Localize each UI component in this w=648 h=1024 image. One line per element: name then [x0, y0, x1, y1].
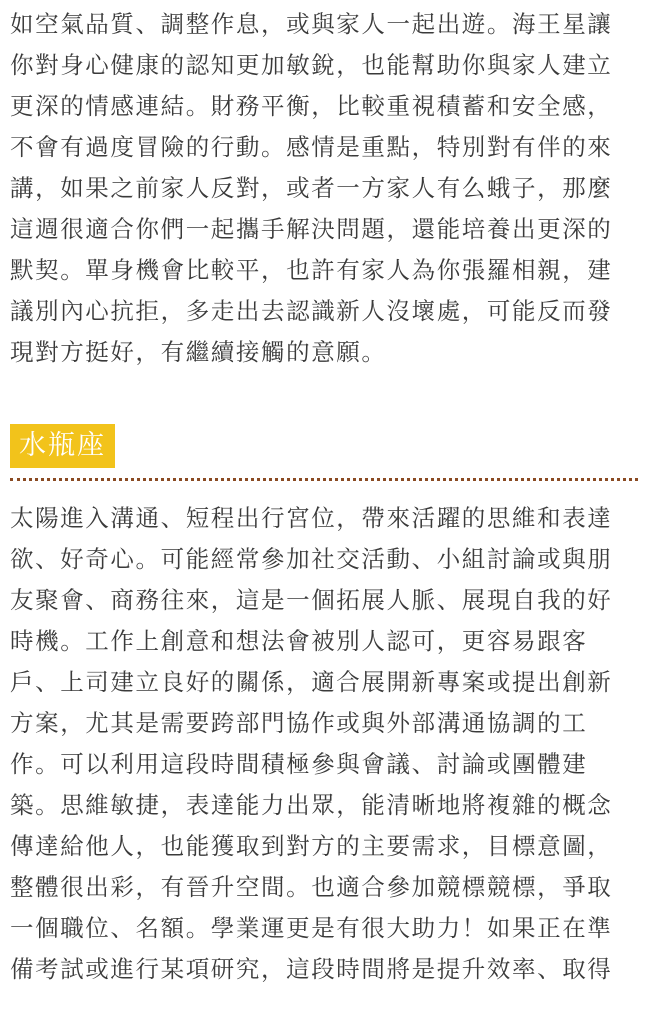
- paragraph-line: 不會有過度冒險的行動。感情是重點，特別對有伴的來: [10, 133, 613, 161]
- paragraph-line: 備考試或進行某項研究，這段時間將是提升效率、取得: [10, 955, 613, 983]
- paragraph-line: 時機。工作上創意和想法會被別人認可，更容易跟客: [10, 627, 588, 655]
- paragraph-line: 太陽進入溝通、短程出行宮位，帶來活躍的思維和表達: [10, 504, 613, 532]
- paragraph-line: 更深的情感連結。財務平衡，比較重視積蓄和安全感，: [10, 92, 613, 120]
- paragraph-line: 這週很適合你們一起攜手解決問題，還能培養出更深的: [10, 215, 613, 243]
- paragraph-line: 整體很出彩，有晉升空間。也適合參加競標競標，爭取: [10, 873, 613, 901]
- paragraph-line: 築。思維敏捷，表達能力出眾，能清晰地將複雜的概念: [10, 791, 613, 819]
- paragraph-line: 友聚會、商務往來，這是一個拓展人脈、展現自我的好: [10, 586, 613, 614]
- section-heading-aquarius: 水瓶座: [10, 424, 115, 468]
- paragraph-line: 講，如果之前家人反對，或者一方家人有么蛾子，那麼: [10, 174, 613, 202]
- paragraph-line: 作。可以利用這段時間積極參與會議、討論或團體建: [10, 750, 588, 778]
- paragraph-line: 欲、好奇心。可能經常參加社交活動、小組討論或與朋: [10, 545, 613, 573]
- paragraph-line: 你對身心健康的認知更加敏銳，也能幫助你與家人建立: [10, 51, 613, 79]
- paragraph-line: 現對方挺好，有繼續接觸的意願。: [10, 338, 387, 366]
- paragraph-line: 方案，尤其是需要跨部門協作或與外部溝通協調的工: [10, 709, 588, 737]
- paragraph-line: 傳達給他人，也能獲取到對方的主要需求，目標意圖，: [10, 832, 613, 860]
- paragraph-line: 一個職位、名額。學業運更是有很大助力！如果正在準: [10, 914, 613, 942]
- paragraph-line: 默契。單身機會比較平，也許有家人為你張羅相親，建: [10, 256, 613, 284]
- paragraph-line: 如空氣品質、調整作息，或與家人一起出遊。海王星讓: [10, 10, 613, 38]
- dotted-divider: [10, 478, 638, 481]
- paragraph-line: 議別內心抗拒，多走出去認識新人沒壞處，可能反而發: [10, 297, 613, 325]
- paragraph-line: 戶、上司建立良好的關係，適合展開新專案或提出創新: [10, 668, 613, 696]
